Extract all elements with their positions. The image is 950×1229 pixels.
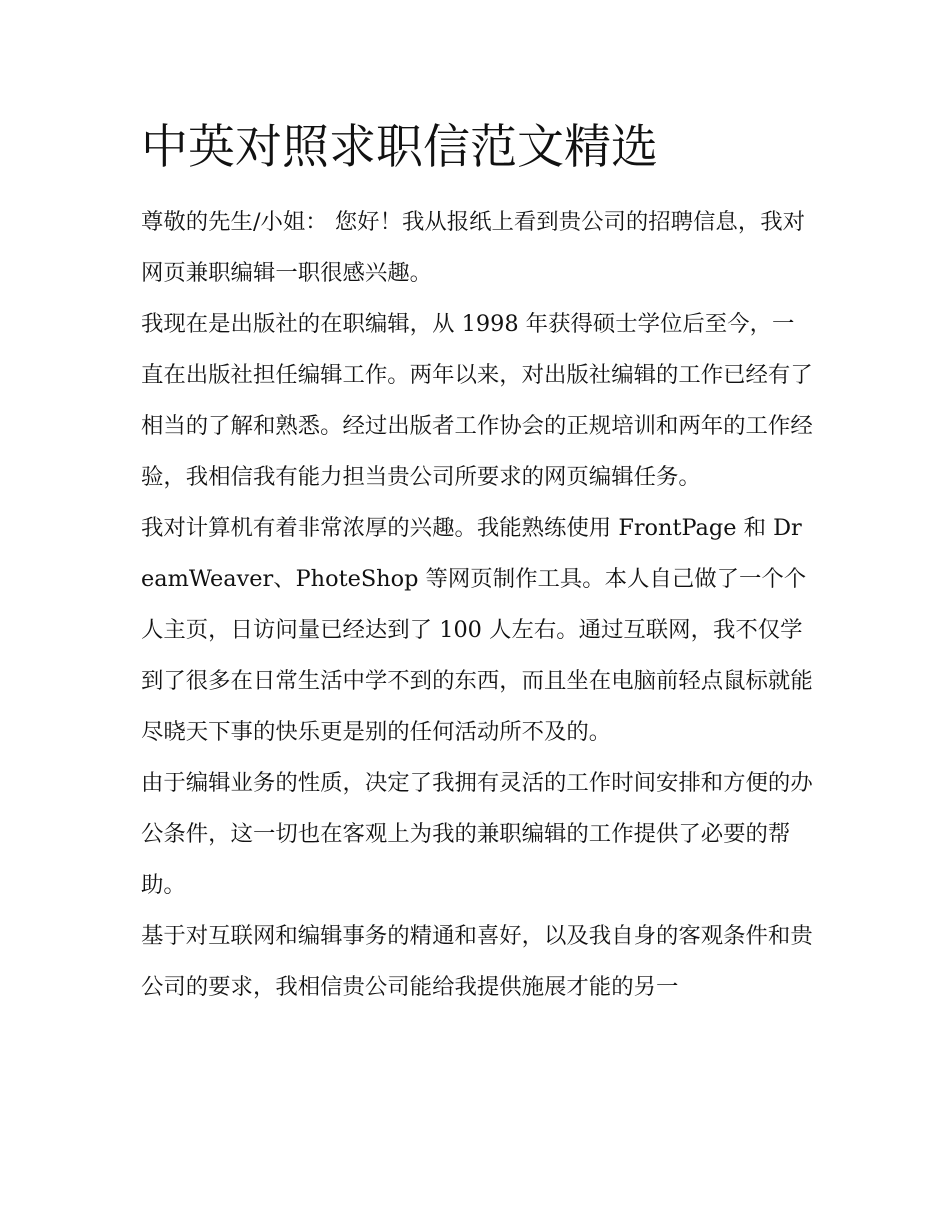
paragraph-background: 我现在是出版社的在职编辑，从 1998 年获得硕士学位后至今，一直在出版社担任编辑工作。两年以来，对出版社编辑的工作已经有了相当的了解和熟悉。经过出版者工作协会的正规培训和两年的工作经验，我相信我有能力担当贵公司所要求的网页编辑任务。	[141, 311, 813, 490]
paragraph-conclusion: 基于对互联网和编辑事务的精通和喜好，以及我自身的客观条件和贵公司的要求，我相信贵公司能给我提供施展才能的另一	[141, 923, 813, 1000]
document-title: 中英对照求职信范文精选	[141, 120, 658, 175]
document-body	[141, 197, 813, 1013]
paragraph-flexibility: 由于编辑业务的性质，决定了我拥有灵活的工作时间安排和方便的办公条件，这一切也在客观上为我的兼职编辑的工作提供了必要的帮助。	[141, 770, 813, 898]
paragraph-greeting: 尊敬的先生/小姐： 您好！我从报纸上看到贵公司的招聘信息，我对网页兼职编辑一职很感兴趣。	[141, 209, 805, 286]
paragraph-computer-skills: 我对计算机有着非常浓厚的兴趣。我能熟练使用 FrontPage 和 DreamWeaver、PhoteShop 等网页制作工具。本人自己做了一个个人主页，日访问量已经达到了 100 人左右。通过互联网，我不仅学到了很多在日常生活中学不到的东西，而且坐在电脑前轻点鼠标就能尽晓天下事的快乐更是别的任何活动所不及的。	[141, 515, 813, 745]
